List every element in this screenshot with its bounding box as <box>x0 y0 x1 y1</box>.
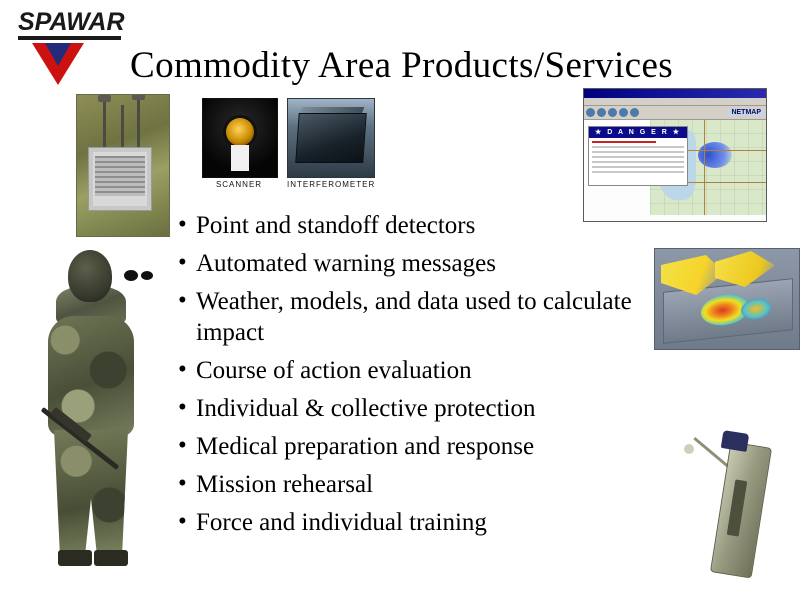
danger-text-lines <box>589 138 687 179</box>
danger-alert-panel <box>588 126 688 186</box>
toolbar-button-icon <box>597 108 606 117</box>
shelter-sensor-head-left <box>98 95 111 102</box>
toolbar-button-icon <box>608 108 617 117</box>
map-road <box>704 120 705 215</box>
map-window-menubar <box>584 98 766 106</box>
shelter-mast-left <box>103 99 106 149</box>
soldier-boot-left <box>58 550 92 566</box>
list-item-label: Point and standoff detectors <box>196 212 476 239</box>
bullet-marker-icon: • <box>178 211 187 238</box>
shelter-sensor-head-right <box>132 94 145 100</box>
danger-text-line <box>592 166 684 168</box>
map-window-titlebar <box>584 89 766 98</box>
toolbar-button-icon <box>619 108 628 117</box>
bullet-list <box>178 210 678 545</box>
list-item <box>178 507 678 538</box>
list-item <box>178 248 678 279</box>
wand-cap <box>721 430 749 452</box>
map-app-brand: NETMAP <box>728 109 764 116</box>
list-item <box>178 393 678 424</box>
bullet-marker-icon: • <box>178 432 187 459</box>
map-window-toolbar <box>584 106 766 120</box>
bullet-marker-icon: • <box>178 249 187 276</box>
danger-text-line <box>592 171 684 173</box>
toolbar-button-icon <box>630 108 639 117</box>
logo-triangle-icon <box>32 43 84 85</box>
scanner-pedestal <box>231 145 249 171</box>
shelter-grill <box>95 156 145 196</box>
danger-text-line <box>592 151 684 153</box>
bullet-marker-icon: • <box>178 394 187 421</box>
soldier-photo <box>20 250 166 580</box>
shelter-equipment-case <box>88 147 152 211</box>
interferometer-photo <box>287 98 375 178</box>
list-item-label: Mission rehearsal <box>196 471 374 498</box>
page-title: Commodity Area Products/Services <box>130 45 674 86</box>
danger-text-line <box>592 146 684 148</box>
list-item-label: Force and individual training <box>196 509 487 536</box>
list-item-label: Medical preparation and response <box>196 433 535 460</box>
list-item-label: Automated warning messages <box>196 250 496 277</box>
scanner-caption: SCANNER <box>215 180 263 189</box>
list-item-label: Weather, models, and data used to calculate impact <box>196 288 632 346</box>
mask-lens-icon <box>124 270 138 281</box>
logo-inner-triangle-icon <box>45 43 71 66</box>
bullet-marker-icon: • <box>178 470 187 497</box>
list-item-label: Course of action evaluation <box>196 357 472 384</box>
map-window-body <box>584 120 766 222</box>
danger-text-line <box>592 156 684 158</box>
toolbar-button-icon <box>586 108 595 117</box>
wand-probe-tip <box>684 444 694 454</box>
danger-text-line <box>592 141 656 143</box>
list-item <box>178 286 678 348</box>
field-shelter-photo <box>76 94 170 237</box>
scanner-photo <box>202 98 278 178</box>
bullet-marker-icon: • <box>178 356 187 383</box>
danger-banner: ★ D A N G E R ★ <box>589 127 687 138</box>
bullet-marker-icon: • <box>178 508 187 535</box>
shelter-mast-mid <box>121 105 124 149</box>
list-item <box>178 469 678 500</box>
scanner-aperture <box>226 118 254 146</box>
detector-wand-photo <box>684 420 780 582</box>
bullet-marker-icon: • <box>178 287 187 314</box>
shelter-mast-right <box>137 97 140 149</box>
list-item <box>178 355 678 386</box>
logo-underline <box>18 36 121 40</box>
map-application-screenshot <box>583 88 767 222</box>
soldier-boot-right <box>94 550 128 566</box>
list-item-label: Individual & collective protection <box>196 395 536 422</box>
logo-wordmark: SPAWAR <box>18 8 125 36</box>
interferometer-body <box>295 113 366 163</box>
list-item <box>178 210 678 241</box>
spawar-logo <box>18 10 123 88</box>
soldier-protective-mask <box>68 250 112 302</box>
danger-text-line <box>592 161 684 163</box>
interferometer-caption: INTERFEROMETER <box>287 180 376 189</box>
list-item <box>178 431 678 462</box>
